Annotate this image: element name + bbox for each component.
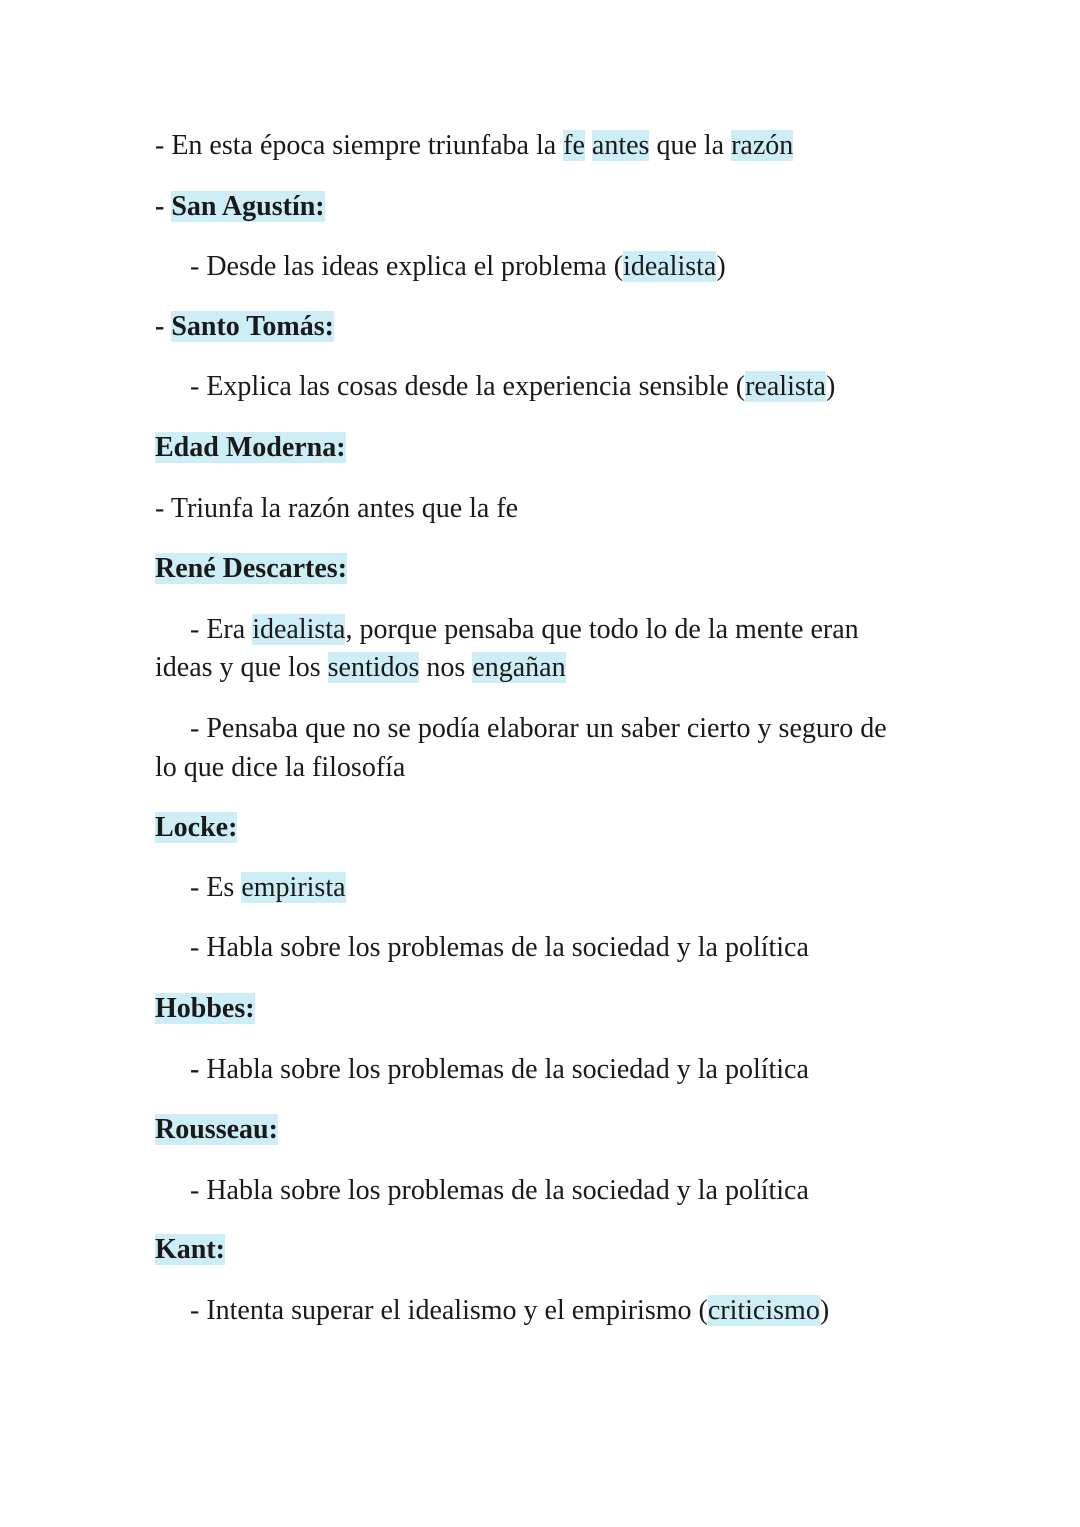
highlight-fe: fe: [563, 130, 585, 161]
heading-locke: Locke:: [155, 812, 238, 843]
descartes-p1-line2: ideas y que los sentidos nos engañan: [155, 652, 566, 683]
highlight-idealista: idealista: [252, 614, 346, 645]
heading-rousseau: Rousseau:: [155, 1114, 278, 1145]
heading-san-agustin: - San Agustín:: [155, 191, 325, 222]
highlight-realista: realista: [745, 371, 826, 402]
santo-tomas-item: - Explica las cosas desde la experiencia sensible (realista): [190, 371, 836, 402]
descartes-p2-line2: lo que dice la filosofía: [155, 752, 406, 783]
highlight-sentidos: sentidos: [327, 652, 420, 683]
descartes-p2-line1: - Pensaba que no se podía elaborar un saber cierto y seguro de: [190, 713, 887, 744]
heading-rene-descartes: René Descartes:: [155, 553, 348, 584]
heading-santo-tomas: - Santo Tomás:: [155, 311, 334, 342]
san-agustin-item: - Desde las ideas explica el problema (idealista): [190, 251, 726, 282]
highlight-antes: antes: [591, 130, 650, 161]
descartes-p1-line1: - Era idealista, porque pensaba que todo lo de la mente eran: [190, 614, 859, 645]
highlight-enganan: engañan: [472, 652, 566, 683]
highlight-empirista: empirista: [241, 872, 346, 903]
heading-hobbes: Hobbes:: [155, 993, 255, 1024]
heading-edad-moderna: Edad Moderna:: [155, 432, 346, 463]
highlight-criticismo: criticismo: [707, 1295, 820, 1326]
intro-line: - En esta época siempre triunfaba la fe antes que la razón: [155, 130, 794, 161]
locke-item-1: - Es empirista: [190, 872, 346, 903]
highlight-razon: razón: [731, 130, 794, 161]
hobbes-item: - Habla sobre los problemas de la sociedad y la política: [190, 1054, 809, 1085]
rousseau-item: - Habla sobre los problemas de la sociedad y la política: [190, 1175, 809, 1206]
highlight-idealista: idealista: [623, 251, 717, 282]
kant-item: - Intenta superar el idealismo y el empirismo (criticismo): [190, 1295, 830, 1326]
locke-item-2: - Habla sobre los problemas de la sociedad y la política: [190, 932, 809, 963]
heading-kant: Kant:: [155, 1234, 225, 1265]
edad-moderna-item: - Triunfa la razón antes que la fe: [155, 493, 519, 524]
